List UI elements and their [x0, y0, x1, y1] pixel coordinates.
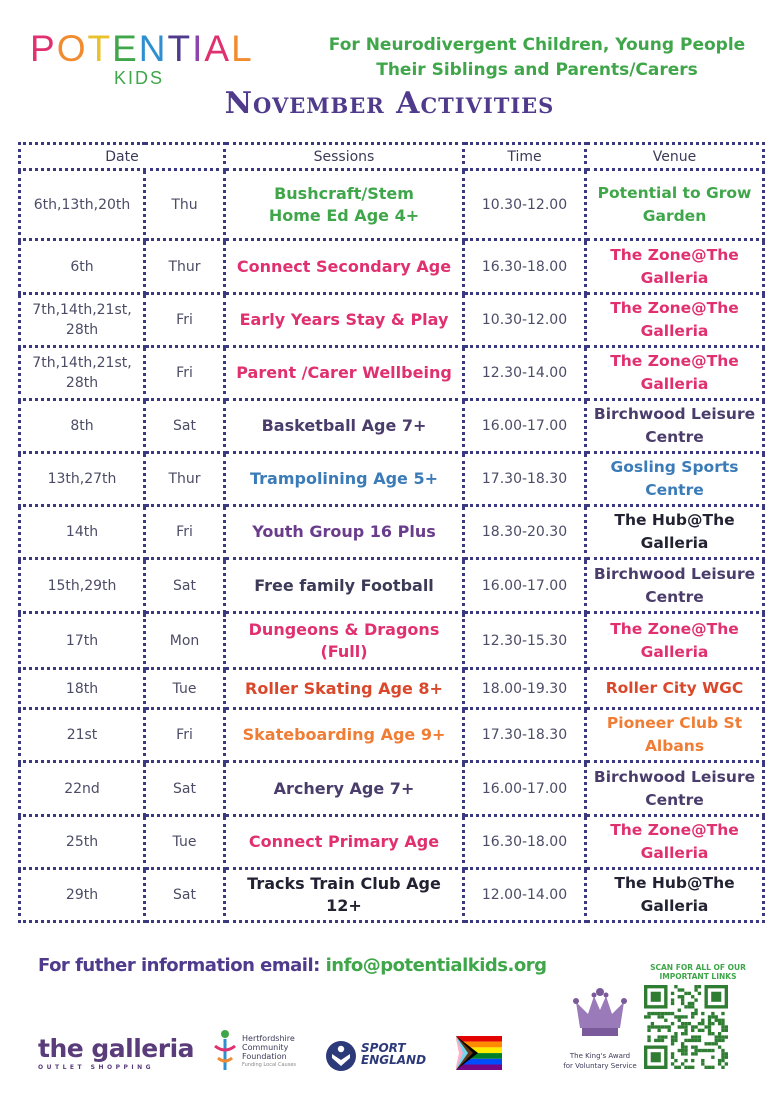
row-date: 6th — [20, 240, 145, 294]
logo-letter: P — [30, 28, 57, 69]
row-session: Connect Secondary Age — [225, 240, 464, 294]
sport-line1: SPORT — [361, 1041, 406, 1055]
row-venue: The Zone@The Galleria — [586, 240, 764, 294]
header-date: Date — [20, 144, 225, 170]
table-row — [20, 559, 764, 613]
table-row — [20, 400, 764, 453]
row-time: 12.00-14.00 — [464, 869, 586, 922]
row-venue: Roller City WGC — [586, 669, 764, 709]
qr-section — [644, 963, 752, 1073]
row-date: 18th — [20, 669, 145, 709]
row-venue: Gosling Sports Centre — [586, 453, 764, 506]
row-session: Archery Age 7+ — [225, 762, 464, 816]
row-venue: Birchwood Leisure Centre — [586, 559, 764, 613]
table-row — [20, 669, 764, 709]
row-date: 29th — [20, 869, 145, 922]
table-row — [20, 170, 764, 240]
table-row — [20, 453, 764, 506]
row-venue: Birchwood Leisure Centre — [586, 762, 764, 816]
logo-letter: T — [87, 28, 113, 69]
row-time: 16.00-17.00 — [464, 559, 586, 613]
row-date: 17th — [20, 613, 145, 669]
table-header-row — [20, 144, 764, 170]
row-day: Fri — [145, 709, 225, 762]
row-day: Thur — [145, 240, 225, 294]
row-time: 16.00-17.00 — [464, 400, 586, 453]
row-time: 10.30-12.00 — [464, 294, 586, 347]
kings-line2: for Voluntary Service — [563, 1062, 637, 1070]
contact-prefix: For futher information email: — [38, 955, 326, 976]
row-time: 16.30-18.00 — [464, 816, 586, 869]
row-venue: The Zone@The Galleria — [586, 613, 764, 669]
row-time: 12.30-14.00 — [464, 347, 586, 400]
kings-line1: The King's Award — [569, 1052, 631, 1060]
header-time: Time — [464, 144, 586, 170]
row-date: 25th — [20, 816, 145, 869]
sport-line2: ENGLAND — [361, 1053, 427, 1067]
logo-letter: I — [192, 28, 205, 69]
galleria-logo — [38, 1036, 194, 1071]
qr-caption-line2: IMPORTANT LINKS — [659, 972, 737, 981]
row-venue: The Hub@The Galleria — [586, 506, 764, 559]
row-session: Tracks Train Club Age 12+ — [225, 869, 464, 922]
row-day: Tue — [145, 816, 225, 869]
row-day: Sat — [145, 400, 225, 453]
row-time: 16.30-18.00 — [464, 240, 586, 294]
schedule-table — [18, 142, 765, 923]
table-row — [20, 347, 764, 400]
row-venue: The Zone@The Galleria — [586, 816, 764, 869]
row-time: 17.30-18.30 — [464, 453, 586, 506]
progress-pride-flag-icon — [456, 1036, 502, 1070]
logo-letter: T — [167, 28, 193, 69]
logo-letter: A — [204, 28, 232, 69]
row-date: 7th,14th,21st, 28th — [20, 347, 145, 400]
row-time: 18.00-19.30 — [464, 669, 586, 709]
crown-icon — [568, 982, 632, 1046]
row-day: Tue — [145, 669, 225, 709]
row-date: 13th,27th — [20, 453, 145, 506]
contact-email-link[interactable]: info@potentialkids.org — [325, 955, 547, 976]
row-venue: Potential to Grow Garden — [586, 170, 764, 240]
row-venue: Birchwood Leisure Centre — [586, 400, 764, 453]
logo-letter: O — [56, 28, 88, 69]
galleria-name: the galleria — [38, 1034, 195, 1063]
row-session: Skateboarding Age 9+ — [225, 709, 464, 762]
row-day: Thu — [145, 170, 225, 240]
qr-caption-line1: SCAN FOR ALL OF OUR — [650, 963, 746, 972]
table-row — [20, 869, 764, 922]
sport-england-logo — [325, 1040, 427, 1076]
row-date: 15th,29th — [20, 559, 145, 613]
row-session: Connect Primary Age — [225, 816, 464, 869]
row-session: Dungeons & Dragons (Full) — [225, 613, 464, 669]
hcf-line1: Hertfordshire — [242, 1034, 295, 1043]
row-time: 10.30-12.00 — [464, 170, 586, 240]
table-row — [20, 294, 764, 347]
row-date: 6th,13th,20th — [20, 170, 145, 240]
tagline-line2: Their Siblings and Parents/Carers — [376, 60, 698, 80]
row-session: Youth Group 16 Plus — [225, 506, 464, 559]
row-date: 22nd — [20, 762, 145, 816]
row-venue: The Zone@The Galleria — [586, 294, 764, 347]
row-day: Sat — [145, 762, 225, 816]
logo-letter: L — [231, 28, 254, 69]
row-day: Fri — [145, 294, 225, 347]
row-time: 12.30-15.30 — [464, 613, 586, 669]
potential-kids-logo — [30, 28, 254, 88]
row-session: Bushcraft/Stem Home Ed Age 4+ — [225, 170, 464, 240]
row-day: Sat — [145, 559, 225, 613]
tagline — [317, 33, 757, 83]
row-date: 7th,14th,21st, 28th — [20, 294, 145, 347]
header-sessions: Sessions — [225, 144, 464, 170]
row-session: Roller Skating Age 8+ — [225, 669, 464, 709]
row-session: Early Years Stay & Play — [225, 294, 464, 347]
page-title: November Activities — [224, 86, 555, 121]
hcf-line2: Community — [242, 1043, 289, 1052]
logo-letter: N — [138, 28, 168, 69]
table-row — [20, 240, 764, 294]
row-venue: The Hub@The Galleria — [586, 869, 764, 922]
kings-award-logo — [560, 982, 640, 1070]
row-day: Fri — [145, 347, 225, 400]
row-session: Basketball Age 7+ — [225, 400, 464, 453]
row-date: 21st — [20, 709, 145, 762]
row-session: Trampolining Age 5+ — [225, 453, 464, 506]
tagline-line1: For Neurodivergent Children, Young People — [328, 35, 746, 55]
qr-code-icon[interactable] — [644, 985, 728, 1069]
row-time: 18.30-20.30 — [464, 506, 586, 559]
row-date: 8th — [20, 400, 145, 453]
schedule-body — [20, 170, 764, 922]
row-session: Free family Football — [225, 559, 464, 613]
logo-kids: KIDS — [114, 68, 165, 88]
row-day: Fri — [145, 506, 225, 559]
row-time: 16.00-17.00 — [464, 762, 586, 816]
logo-letter: E — [112, 28, 139, 69]
contact-line — [38, 955, 546, 976]
table-row — [20, 816, 764, 869]
row-time: 17.30-18.30 — [464, 709, 586, 762]
row-date: 14th — [20, 506, 145, 559]
galleria-sub: OUTLET SHOPPING — [38, 1064, 155, 1071]
table-row — [20, 613, 764, 669]
row-venue: The Zone@The Galleria — [586, 347, 764, 400]
hcf-line3: Foundation — [242, 1052, 287, 1061]
row-day: Thur — [145, 453, 225, 506]
hertfordshire-community-foundation-logo — [210, 1028, 325, 1076]
sport-england-icon — [325, 1040, 357, 1072]
row-day: Mon — [145, 613, 225, 669]
row-session: Parent /Carer Wellbeing — [225, 347, 464, 400]
logo-wordmark — [30, 28, 254, 69]
hcf-line4: Funding Local Causes — [242, 1062, 296, 1068]
header-venue: Venue — [586, 144, 764, 170]
table-row — [20, 709, 764, 762]
hcf-figure-icon — [210, 1028, 240, 1074]
table-row — [20, 506, 764, 559]
table-row — [20, 762, 764, 816]
row-day: Sat — [145, 869, 225, 922]
row-venue: Pioneer Club St Albans — [586, 709, 764, 762]
